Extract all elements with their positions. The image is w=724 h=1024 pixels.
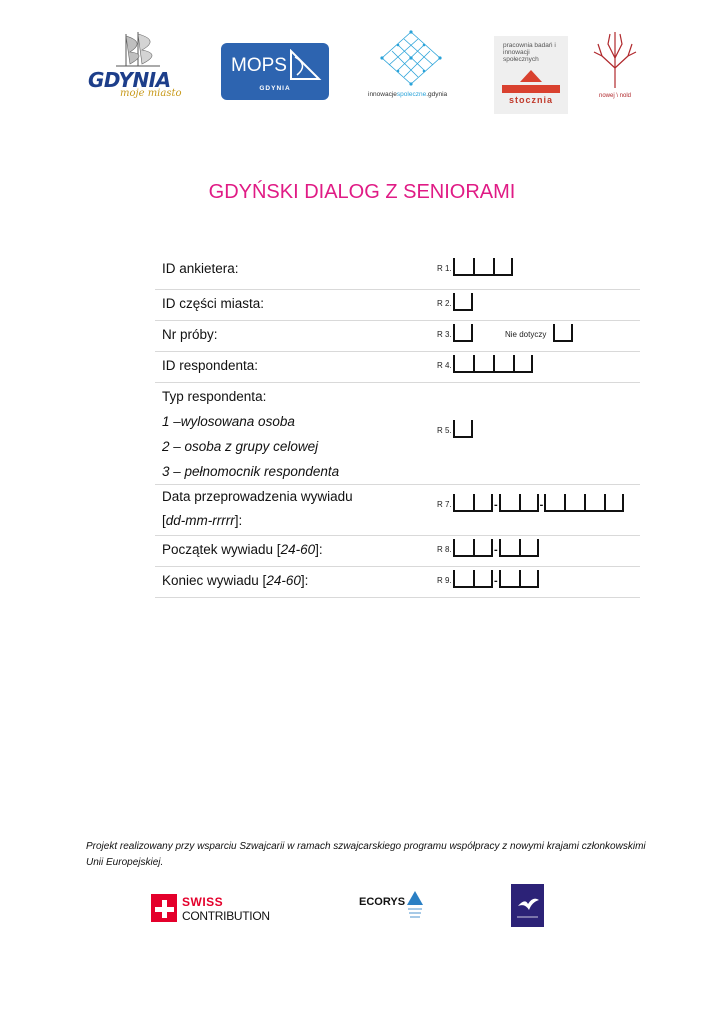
survey-form	[155, 254, 640, 598]
separator: -	[494, 575, 498, 587]
digit-box[interactable]	[519, 570, 539, 588]
time-input-boxes[interactable]	[453, 539, 539, 557]
digit-box[interactable]	[513, 355, 533, 373]
row-code: R 5.	[437, 426, 452, 435]
page-title: GDYŃSKI DIALOG Z SENIORAMI	[208, 181, 516, 203]
digit-box[interactable]	[544, 494, 564, 512]
digit-box[interactable]	[453, 539, 473, 557]
digit-box[interactable]	[453, 494, 473, 512]
gdynia-logo	[86, 30, 182, 102]
digit-box[interactable]	[584, 494, 604, 512]
gdynia-wordmark: GDYNIA	[88, 68, 171, 92]
digit-box[interactable]	[453, 258, 473, 276]
date-input-boxes[interactable]	[453, 494, 624, 512]
ship-sails-icon	[86, 30, 182, 70]
digit-box[interactable]	[453, 355, 473, 373]
digit-box[interactable]	[499, 539, 519, 557]
digit-box[interactable]	[473, 494, 493, 512]
digit-box[interactable]	[519, 494, 539, 512]
gdynia-tagline: moje miasto	[120, 88, 182, 99]
not-applicable-label: Nie dotyczy	[505, 330, 547, 339]
ecorys-logo	[359, 889, 427, 923]
tree-label: nowej \ nold	[598, 93, 632, 99]
form-row-district-id	[155, 290, 640, 321]
ecorys-wordmark: ECORYS	[359, 896, 406, 908]
row-label: Koniec wywiadu [24-60]:	[162, 573, 309, 588]
network-diamond-icon	[368, 28, 454, 88]
digit-box[interactable]	[553, 324, 573, 342]
row-code: R 1.	[437, 264, 452, 273]
seagull-icon	[511, 884, 544, 927]
option-item: 3 – pełnomocnik respondenta	[162, 464, 340, 479]
bird-emblem-logo	[511, 884, 544, 927]
funding-note: Projekt realizowany przy wsparciu Szwajcarii w ramach szwajcarskiego programu współpracy z nowymi krajami członkowskimi Unii Europejskiej.	[86, 841, 646, 868]
ecorys-triangle-icon	[405, 889, 425, 923]
digit-box[interactable]	[453, 293, 473, 311]
tree-icon	[586, 28, 644, 90]
swiss-line2: CONTRIBUTION	[182, 909, 270, 923]
stocznia-logo	[494, 36, 568, 114]
digit-box[interactable]	[453, 324, 473, 342]
stocznia-desc: pracownia badań i innowacji społecznych	[503, 42, 556, 63]
row-label: Początek wywiadu [24-60]:	[162, 542, 323, 557]
swiss-line1: SWISS	[182, 895, 224, 909]
stocznia-bar	[502, 85, 560, 93]
digit-box[interactable]	[499, 570, 519, 588]
tree-logo	[586, 28, 644, 104]
row-label: ID części miasta:	[162, 296, 265, 311]
date-format-label: [dd-mm-rrrrr]:	[162, 513, 243, 528]
mops-wordmark: MOPS	[231, 55, 287, 76]
digit-box[interactable]	[499, 494, 519, 512]
row-code: R 3.	[437, 330, 452, 339]
digit-box[interactable]	[453, 570, 473, 588]
digit-box[interactable]	[493, 258, 513, 276]
digit-box[interactable]	[473, 539, 493, 557]
row-code: R 8.	[437, 545, 452, 554]
digit-box[interactable]	[473, 570, 493, 588]
digit-box[interactable]	[473, 355, 493, 373]
stocznia-name: stocznia	[508, 95, 553, 105]
row-label: ID ankietera:	[162, 261, 239, 276]
id-input-boxes[interactable]	[453, 293, 473, 311]
form-row-interviewer-id	[155, 254, 640, 290]
id-input-boxes[interactable]	[453, 324, 473, 342]
form-row-start-time	[155, 536, 640, 567]
option-item: 2 – osoba z grupy celowej	[162, 439, 319, 454]
triangle-icon	[519, 69, 543, 83]
separator: -	[494, 544, 498, 556]
form-row-respondent-type	[155, 383, 640, 485]
digit-box[interactable]	[564, 494, 584, 512]
separator: -	[539, 499, 544, 511]
separator: -	[494, 499, 498, 511]
form-row-sample-number	[155, 321, 640, 352]
mops-subtitle: GDYNIA	[259, 85, 291, 92]
id-input-boxes[interactable]	[453, 355, 533, 373]
id-input-boxes[interactable]	[453, 258, 513, 276]
not-applicable-checkbox[interactable]	[553, 324, 573, 342]
row-label: Data przeprowadzenia wywiadu	[162, 489, 353, 504]
row-code: R 9.	[437, 576, 452, 585]
swiss-contribution-logo	[151, 893, 283, 923]
row-code: R 2.	[437, 299, 452, 308]
digit-box[interactable]	[519, 539, 539, 557]
row-code: R 4.	[437, 361, 452, 370]
swiss-cross-icon	[151, 894, 177, 922]
digit-box[interactable]	[604, 494, 624, 512]
time-input-boxes[interactable]	[453, 570, 539, 588]
mops-logo	[221, 43, 329, 100]
form-row-respondent-id	[155, 352, 640, 383]
form-row-interview-date	[155, 485, 640, 536]
digit-box[interactable]	[473, 258, 493, 276]
row-label: Nr próby:	[162, 327, 218, 342]
digit-box[interactable]	[453, 420, 473, 438]
row-label: Typ respondenta:	[162, 389, 267, 404]
option-item: 1 –wylosowana osoba	[162, 414, 295, 429]
id-input-boxes[interactable]	[453, 420, 473, 438]
innowacje-logo	[368, 28, 454, 100]
form-row-end-time	[155, 567, 640, 598]
row-code: R 7.	[437, 500, 452, 509]
sail-icon	[285, 49, 325, 83]
row-label: ID respondenta:	[162, 358, 259, 373]
digit-box[interactable]	[493, 355, 513, 373]
innowacje-label: innowacjespoleczne.gdynia	[368, 91, 448, 98]
